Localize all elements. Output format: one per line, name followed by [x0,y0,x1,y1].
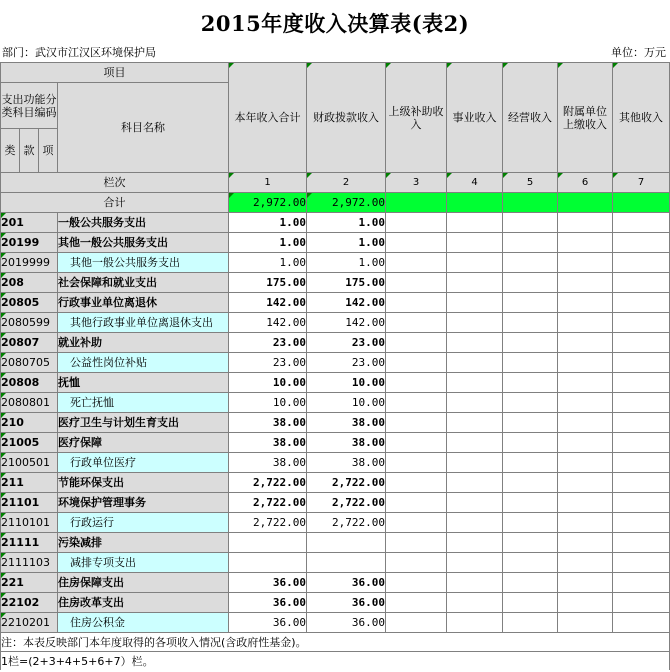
subject-name: 住房公积金 [58,613,229,633]
empty-value-cell [386,273,447,293]
fiscal-income-cell: 23.00 [307,333,386,353]
fiscal-income-cell: 38.00 [307,453,386,473]
fiscal-income-cell [307,533,386,553]
col-number: 1 [229,173,307,193]
empty-value-cell [613,573,670,593]
fiscal-income-cell [307,553,386,573]
empty-value-cell [613,533,670,553]
income-total-cell: 23.00 [229,333,307,353]
empty-value-cell [613,213,670,233]
subject-code: 201 [1,213,58,233]
empty-value-cell [613,513,670,533]
income-table [0,62,670,670]
col-number: 4 [447,173,503,193]
fiscal-income-cell: 2,722.00 [307,513,386,533]
empty-value-cell [558,613,613,633]
col-number: 7 [613,173,670,193]
empty-value-cell [447,493,503,513]
empty-value-cell [447,533,503,553]
empty-value-cell [386,493,447,513]
subject-code: 2019999 [1,253,58,273]
table-row [1,613,670,633]
subject-code: 20805 [1,293,58,313]
xiang-header: 项 [39,129,58,173]
empty-value-cell [386,393,447,413]
empty-value-cell [447,313,503,333]
empty-value-cell [613,493,670,513]
subject-code: 208 [1,273,58,293]
subject-name: 医疗卫生与计划生育支出 [58,413,229,433]
empty-value-cell [386,553,447,573]
income-total-cell: 142.00 [229,293,307,313]
subject-code: 20808 [1,373,58,393]
empty-value-cell [503,413,558,433]
table-row [1,493,670,513]
empty-value-cell [386,513,447,533]
total-value [503,193,558,213]
fiscal-income-cell: 2,722.00 [307,493,386,513]
table-note: 1栏=(2+3+4+5+6+7）栏。 [1,652,670,671]
table-row [1,413,670,433]
fiscal-income-cell: 38.00 [307,413,386,433]
empty-value-cell [386,293,447,313]
func-code-header: 支出功能分类科目编码 [1,83,58,129]
empty-value-cell [613,333,670,353]
empty-value-cell [613,593,670,613]
fiscal-income-cell: 23.00 [307,353,386,373]
table-row [1,573,670,593]
empty-value-cell [386,213,447,233]
subject-name: 医疗保障 [58,433,229,453]
empty-value-cell [613,453,670,473]
subject-name: 住房改革支出 [58,593,229,613]
fiscal-income-cell: 1.00 [307,213,386,233]
fiscal-income-cell: 2,722.00 [307,473,386,493]
empty-value-cell [613,613,670,633]
empty-value-cell [558,313,613,333]
empty-value-cell [503,473,558,493]
empty-value-cell [613,473,670,493]
income-total-cell: 142.00 [229,313,307,333]
empty-value-cell [613,553,670,573]
table-row [1,293,670,313]
col-number: 3 [386,173,447,193]
report-title: 2015年度收入决算表(表2) [200,11,470,36]
empty-value-cell [503,433,558,453]
col-header-affiliated: 附属单位上缴收入 [558,63,613,173]
income-total-cell: 10.00 [229,393,307,413]
empty-value-cell [386,573,447,593]
empty-value-cell [558,393,613,413]
fiscal-income-cell: 36.00 [307,593,386,613]
empty-value-cell [447,613,503,633]
empty-value-cell [613,413,670,433]
income-total-cell: 38.00 [229,413,307,433]
empty-value-cell [503,553,558,573]
subject-name: 一般公共服务支出 [58,213,229,233]
income-total-cell: 175.00 [229,273,307,293]
col-number: 5 [503,173,558,193]
subject-name: 行政运行 [58,513,229,533]
subject-code: 20807 [1,333,58,353]
total-value [558,193,613,213]
subject-code: 211 [1,473,58,493]
col-header-operating: 经营收入 [503,63,558,173]
fiscal-income-cell: 10.00 [307,373,386,393]
income-total-cell: 36.00 [229,613,307,633]
department-label: 部门：武汉市江汉区环境保护局 [2,46,156,59]
income-total-cell: 2,722.00 [229,473,307,493]
empty-value-cell [447,233,503,253]
kuan-header: 款 [20,129,39,173]
empty-value-cell [613,353,670,373]
table-row [1,453,670,473]
subject-code: 2210201 [1,613,58,633]
lanci-label: 栏次 [1,173,229,193]
col-header-superior: 上级补助收入 [386,63,447,173]
income-total-cell: 10.00 [229,373,307,393]
fiscal-income-cell: 175.00 [307,273,386,293]
empty-value-cell [503,293,558,313]
total-value [447,193,503,213]
col-number: 2 [307,173,386,193]
total-value [613,193,670,213]
empty-value-cell [386,313,447,333]
subject-code: 22102 [1,593,58,613]
empty-value-cell [503,513,558,533]
empty-value-cell [558,453,613,473]
empty-value-cell [558,273,613,293]
empty-value-cell [503,393,558,413]
empty-value-cell [503,353,558,373]
empty-value-cell [558,413,613,433]
income-total-cell: 2,722.00 [229,493,307,513]
subject-name: 其他一般公共服务支出 [58,253,229,273]
project-header: 项目 [1,63,229,83]
subject-name: 其他行政事业单位离退休支出 [58,313,229,333]
empty-value-cell [503,233,558,253]
table-row [1,273,670,293]
col-header-business: 事业收入 [447,63,503,173]
unit-label: 单位：万元 [611,46,666,59]
empty-value-cell [447,573,503,593]
table-row [1,533,670,553]
subject-code: 2110101 [1,513,58,533]
empty-value-cell [558,473,613,493]
subject-code: 2080801 [1,393,58,413]
income-total-cell: 38.00 [229,453,307,473]
subject-code: 20199 [1,233,58,253]
income-total-cell: 1.00 [229,233,307,253]
empty-value-cell [386,233,447,253]
empty-value-cell [558,213,613,233]
empty-value-cell [447,273,503,293]
empty-value-cell [386,373,447,393]
subject-name: 污染减排 [58,533,229,553]
empty-value-cell [447,333,503,353]
income-total-cell: 1.00 [229,253,307,273]
table-row [1,593,670,613]
fiscal-income-cell: 36.00 [307,573,386,593]
empty-value-cell [386,613,447,633]
empty-value-cell [503,493,558,513]
subject-name: 其他一般公共服务支出 [58,233,229,253]
empty-value-cell [447,253,503,273]
empty-value-cell [613,393,670,413]
empty-value-cell [447,393,503,413]
subject-name-header: 科目名称 [58,83,229,173]
empty-value-cell [613,273,670,293]
empty-value-cell [503,593,558,613]
empty-value-cell [447,413,503,433]
subject-code: 21101 [1,493,58,513]
empty-value-cell [558,513,613,533]
subject-code: 210 [1,413,58,433]
col-header-other: 其他收入 [613,63,670,173]
lei-header: 类 [1,129,20,173]
empty-value-cell [503,333,558,353]
subject-name: 行政事业单位离退休 [58,293,229,313]
empty-value-cell [558,573,613,593]
income-total-cell [229,553,307,573]
empty-value-cell [558,373,613,393]
subject-name: 节能环保支出 [58,473,229,493]
empty-value-cell [386,453,447,473]
empty-value-cell [558,353,613,373]
col-header-fiscal: 财政拨款收入 [307,63,386,173]
empty-value-cell [503,313,558,333]
table-row [1,373,670,393]
subject-code: 2111103 [1,553,58,573]
empty-value-cell [447,473,503,493]
subject-code: 221 [1,573,58,593]
empty-value-cell [613,433,670,453]
empty-value-cell [447,593,503,613]
empty-value-cell [613,373,670,393]
subject-name: 就业补助 [58,333,229,353]
empty-value-cell [447,453,503,473]
subject-name: 环境保护管理事务 [58,493,229,513]
note-row [1,652,670,671]
fiscal-income-cell: 142.00 [307,293,386,313]
total-label: 合计 [1,193,229,213]
subject-name: 社会保障和就业支出 [58,273,229,293]
empty-value-cell [503,533,558,553]
empty-value-cell [558,333,613,353]
empty-value-cell [447,513,503,533]
income-total-cell: 23.00 [229,353,307,373]
subject-code: 2080599 [1,313,58,333]
note-row [1,633,670,652]
col-header-total: 本年收入合计 [229,63,307,173]
fiscal-income-cell: 1.00 [307,253,386,273]
fiscal-income-cell: 142.00 [307,313,386,333]
empty-value-cell [558,553,613,573]
total-value [386,193,447,213]
subject-code: 2100501 [1,453,58,473]
empty-value-cell [613,233,670,253]
empty-value-cell [386,253,447,273]
empty-value-cell [503,613,558,633]
income-total-cell [229,533,307,553]
empty-value-cell [558,433,613,453]
empty-value-cell [386,353,447,373]
fiscal-income-cell: 10.00 [307,393,386,413]
table-row [1,393,670,413]
income-total-cell: 1.00 [229,213,307,233]
empty-value-cell [447,553,503,573]
empty-value-cell [558,253,613,273]
empty-value-cell [386,473,447,493]
empty-value-cell [503,213,558,233]
table-row [1,433,670,453]
table-row [1,553,670,573]
subject-name: 减排专项支出 [58,553,229,573]
empty-value-cell [613,293,670,313]
income-total-cell: 2,722.00 [229,513,307,533]
empty-value-cell [503,373,558,393]
table-row [1,333,670,353]
subject-code: 21111 [1,533,58,553]
empty-value-cell [386,533,447,553]
empty-value-cell [447,373,503,393]
empty-value-cell [503,253,558,273]
subject-name: 住房保障支出 [58,573,229,593]
income-total-cell: 36.00 [229,573,307,593]
subject-name: 公益性岗位补贴 [58,353,229,373]
fiscal-income-cell: 1.00 [307,233,386,253]
subject-name: 死亡抚恤 [58,393,229,413]
fiscal-income-cell: 36.00 [307,613,386,633]
table-row [1,353,670,373]
empty-value-cell [386,333,447,353]
fiscal-income-cell: 38.00 [307,433,386,453]
empty-value-cell [558,593,613,613]
income-total-cell: 38.00 [229,433,307,453]
table-row [1,253,670,273]
col-number: 6 [558,173,613,193]
subject-code: 2080705 [1,353,58,373]
empty-value-cell [447,353,503,373]
subject-code: 21005 [1,433,58,453]
empty-value-cell [613,313,670,333]
empty-value-cell [447,433,503,453]
subject-name: 抚恤 [58,373,229,393]
empty-value-cell [558,293,613,313]
empty-value-cell [447,293,503,313]
table-row [1,233,670,253]
empty-value-cell [558,233,613,253]
table-row [1,513,670,533]
empty-value-cell [503,273,558,293]
empty-value-cell [503,573,558,593]
empty-value-cell [558,533,613,553]
total-value: 2,972.00 [307,193,386,213]
table-row [1,213,670,233]
empty-value-cell [386,593,447,613]
empty-value-cell [386,433,447,453]
table-row [1,473,670,493]
table-note: 注：本表反映部门本年度取得的各项收入情况(含政府性基金)。 [1,633,670,652]
income-total-cell: 36.00 [229,593,307,613]
empty-value-cell [386,413,447,433]
empty-value-cell [558,493,613,513]
empty-value-cell [447,213,503,233]
total-value: 2,972.00 [229,193,307,213]
empty-value-cell [503,453,558,473]
subject-name: 行政单位医疗 [58,453,229,473]
table-row [1,313,670,333]
empty-value-cell [613,253,670,273]
